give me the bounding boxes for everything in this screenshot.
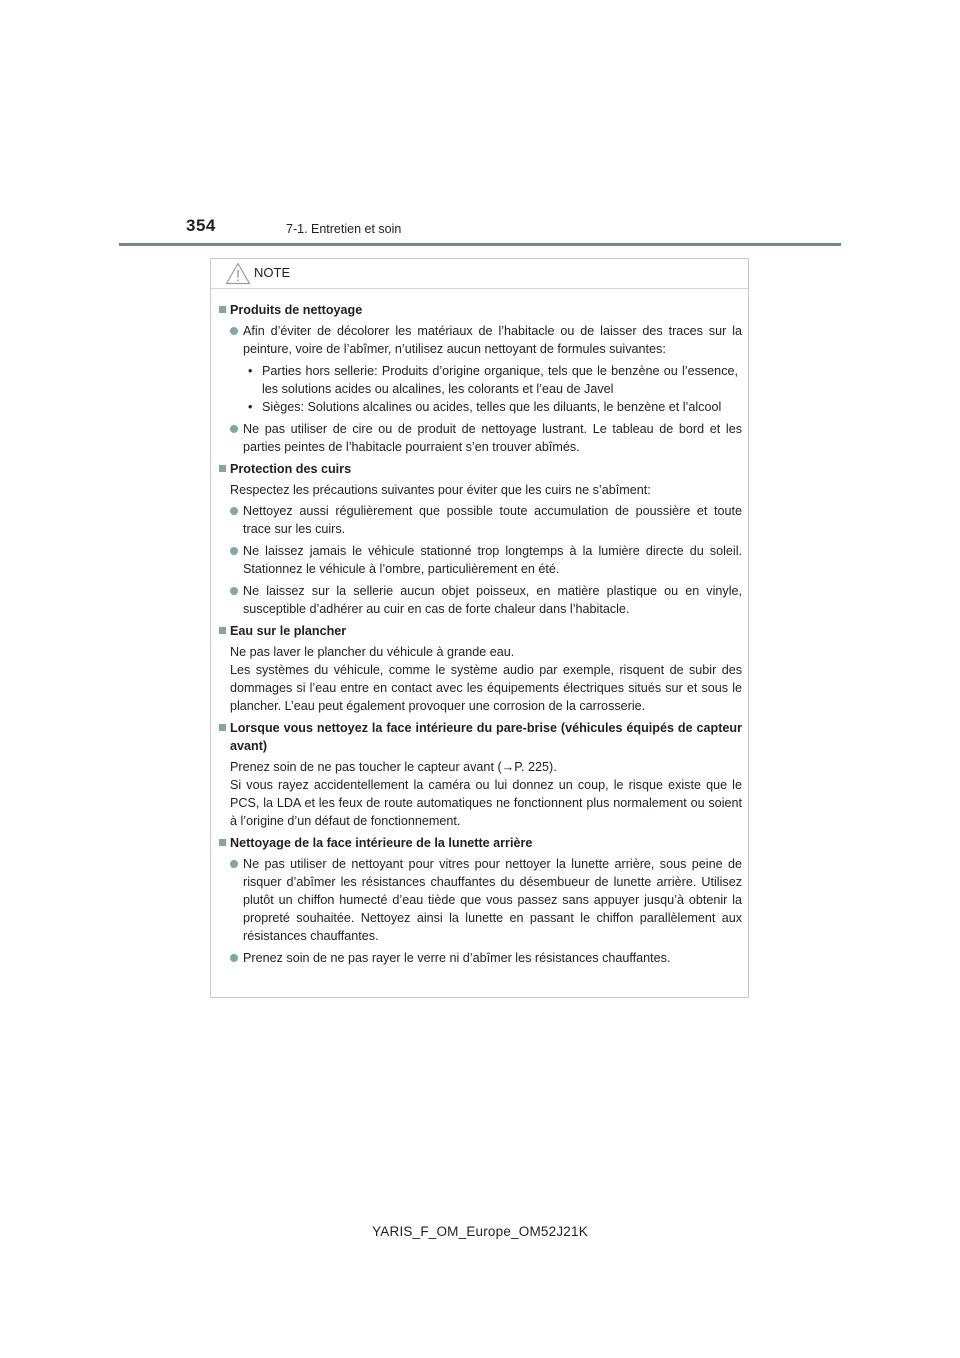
section-title: 7-1. Entretien et soin [286, 222, 402, 236]
square-bullet-icon [219, 465, 226, 472]
note-body [211, 289, 748, 967]
section-leather-protection [219, 460, 742, 618]
list-item: Afin d’éviter de décolorer les matériaux de l’habitacle ou de laisser des traces sur la peinture, voire de l’abîmer, n’utilisez aucun nettoyant de formules suivantes: [219, 322, 742, 358]
note-header [211, 259, 748, 289]
circle-bullet-icon [230, 587, 238, 595]
list-item: Prenez soin de ne pas rayer le verre ni d’abîmer les résistances chauffantes. [219, 949, 742, 967]
list-item: Ne laissez jamais le véhicule stationné trop longtemps à la lumière directe du soleil. Stationnez le véhicule à l’ombre, particulièrement en été. [219, 542, 742, 578]
warning-triangle-icon [225, 262, 251, 285]
circle-bullet-icon [230, 547, 238, 555]
page-number: 354 [186, 216, 216, 235]
list-item: Ne laissez sur la sellerie aucun objet poisseux, en matière plastique ou en vinyle, susceptible d’adhérer au cuir en cas de forte chaleur dans l’habitacle. [219, 582, 742, 618]
circle-bullet-icon [230, 507, 238, 515]
list-item: Nettoyez aussi régulièrement que possible toute accumulation de poussière et toute trace sur les cuirs. [219, 502, 742, 538]
header-rule [119, 243, 841, 246]
note-box [210, 258, 749, 998]
section-intro: Respectez les précautions suivantes pour éviter que les cuirs ne s’abîment: [230, 483, 651, 497]
sub-list-item: • Parties hors sellerie: Produits d’origine organique, tels que le benzène ou l’essence, les solutions acides ou alcalines, les colorants et l’eau de Javel [248, 364, 738, 396]
section-heading: Nettoyage de la face intérieure de la lunette arrière [219, 834, 742, 852]
section-heading: Eau sur le plancher [219, 622, 742, 640]
section-windshield-cleaning [219, 719, 742, 830]
document-id: YARIS_F_OM_Europe_OM52J21K [372, 1224, 588, 1239]
square-bullet-icon [219, 306, 226, 313]
circle-bullet-icon [230, 954, 238, 962]
circle-bullet-icon [230, 860, 238, 868]
section-heading: Protection des cuirs [219, 460, 742, 478]
paragraph: Ne pas laver le plancher du véhicule à grande eau. Les systèmes du véhicule, comme le système audio par exemple, risquent de subir des dommages si l’eau entre en contact avec les équipements électriques situés sur et sous le plancher. L’eau peut également provoquer une corrosion de la carrosserie. [230, 645, 742, 713]
list-item: Ne pas utiliser de nettoyant pour vitres pour nettoyer la lunette arrière, sous peine de risquer d’abîmer les résistances chauffantes du désembueur de lunette arrière. Utilisez plutôt un chiffon humecté d’eau tiède que vous passez sans appuyer jusqu’à obtenir la propreté souhaitée. Nettoyez ainsi la lunette en passant le chiffon parallèlement aux résistances chauffantes. [219, 855, 742, 945]
section-heading: Produits de nettoyage [219, 301, 742, 319]
section-heading: Lorsque vous nettoyez la face intérieure du pare-brise (véhicules équipés de capteur avant) [219, 719, 742, 755]
section-cleaning-products [219, 301, 742, 456]
section-rear-window-cleaning [219, 834, 742, 967]
dot-bullet-icon: • [248, 400, 253, 414]
paragraph: Prenez soin de ne pas toucher le capteur avant (→P. 225). Si vous rayez accidentellement la caméra ou lui donnez un coup, le risque existe que le PCS, la LDA et les feux de route automatiques ne fonctionnent plus normalement ou soient à l’origine d’un défaut de fonctionnement. [230, 760, 742, 828]
circle-bullet-icon [230, 425, 238, 433]
square-bullet-icon [219, 724, 226, 731]
circle-bullet-icon [230, 327, 238, 335]
note-label: NOTE [254, 265, 291, 280]
section-water-on-floor [219, 622, 742, 715]
square-bullet-icon [219, 839, 226, 846]
sub-list-item: • Sièges: Solutions alcalines ou acides, telles que les diluants, le benzène et l’alcool [248, 400, 722, 414]
dot-bullet-icon: • [248, 364, 253, 378]
sub-list [219, 362, 742, 416]
list-item: Ne pas utiliser de cire ou de produit de nettoyage lustrant. Le tableau de bord et les parties peintes de l’habitacle pourraient s’en trouver abîmés. [219, 420, 742, 456]
square-bullet-icon [219, 627, 226, 634]
